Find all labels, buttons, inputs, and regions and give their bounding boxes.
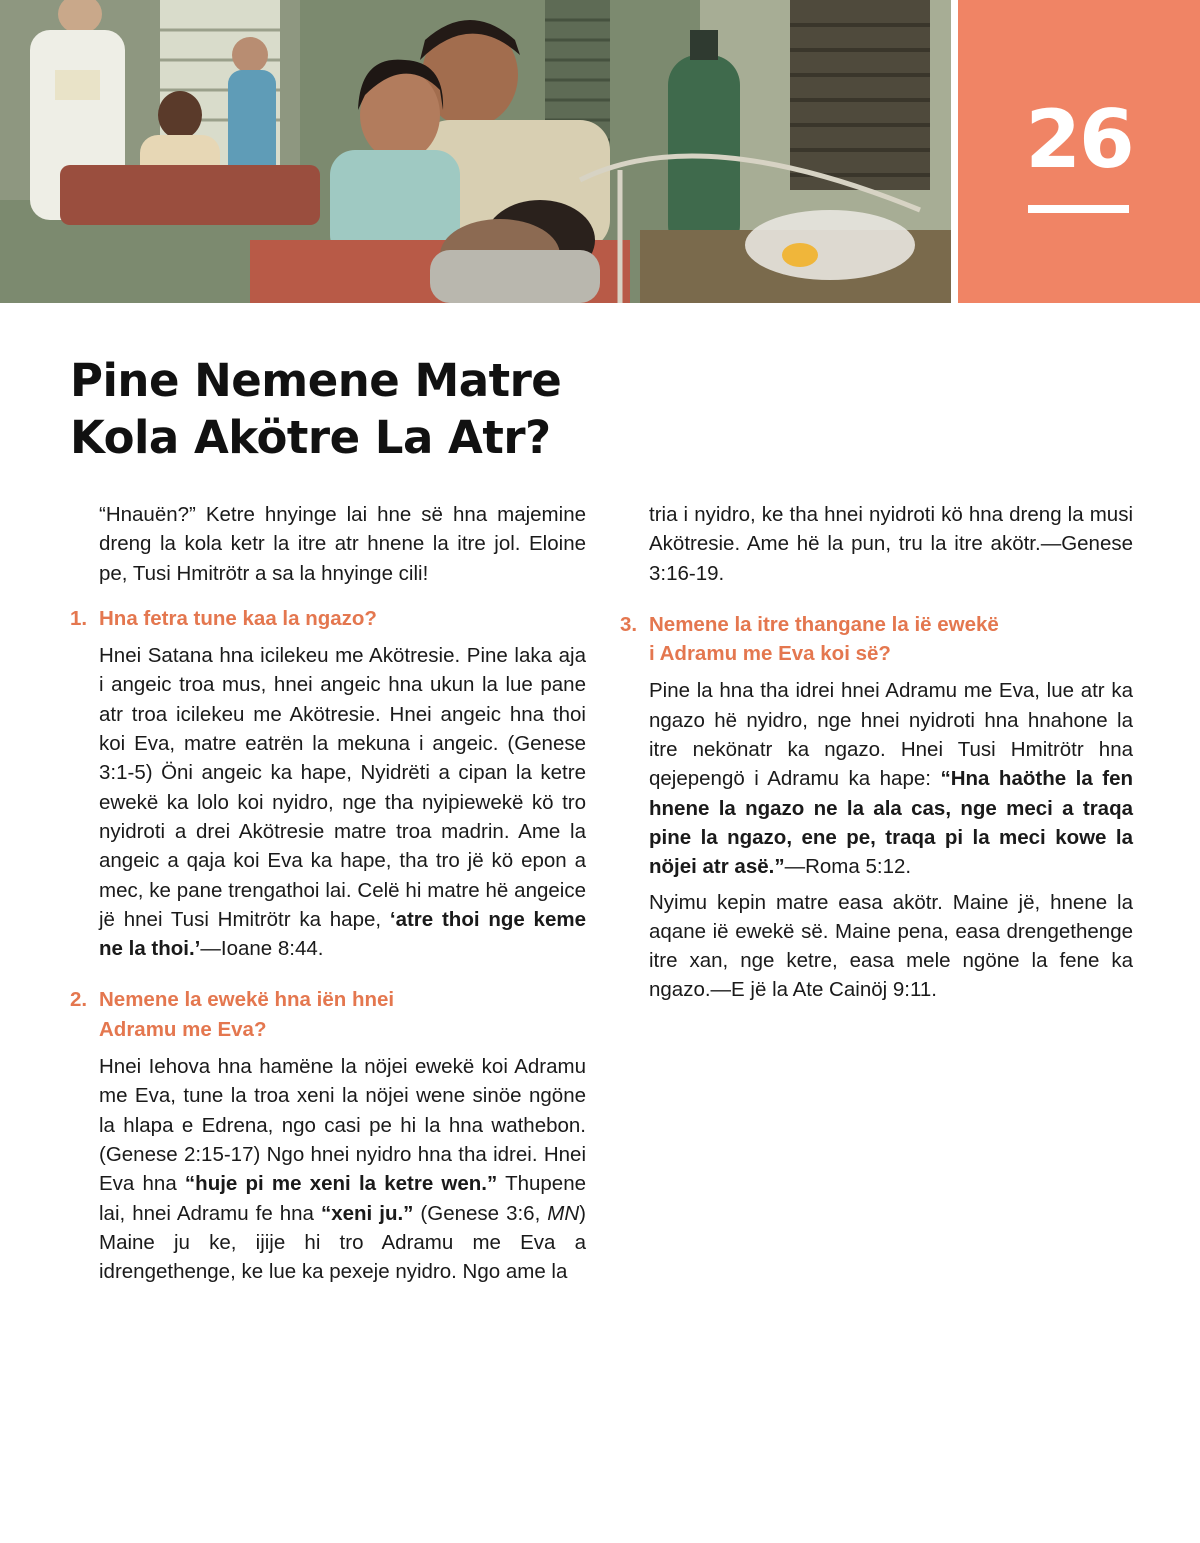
section3-number: 3. <box>620 612 638 636</box>
section2-bold-quote1: “huje pi me xeni la ketre wen.” <box>184 1172 498 1196</box>
header-photo <box>0 0 951 303</box>
section2-paragraph <box>70 1052 586 1286</box>
section1-bold-quote: ‘atre thoi nge keme ne la thoi.’ <box>99 907 586 961</box>
section3-heading <box>620 610 1133 669</box>
section3-bold-quote: “Hna haöthe la fen hnene la ngazo ne la ala cas, nge meci a traqa pine la ngazo, ene pe, traqa pi la meci kowe la nöjei atr asë.” <box>649 767 1133 879</box>
section2-heading-line2: Adramu me Eva? <box>99 1017 267 1041</box>
section3-text2: —Roma 5:12. <box>784 855 912 879</box>
page-title-line2: Kola Akötre La Atr? <box>70 411 551 464</box>
section2-italic-ref: MN <box>547 1201 580 1225</box>
section2-text2: Thupene lai, hnei Adramu fe hna <box>99 1172 586 1225</box>
section3-heading-line1: Nemene la itre thangane la ië ewekë <box>649 612 999 636</box>
section1-text1: Hnei Satana hna icilekeu me Akötresie. Pine laka aja i angeic troa mus, hnei angeic hna ukun la lue pane atr troa icilekeu me Akötresie. Hnei angeic hna thoi koi Eva, matre eatrën la mekuna i angeic. (Genese 3:1-5) Öni angeic ka hape, Nyidrëti a cipan la ketre ewekë ka lolo koi nyidro, nge tha nyipiewekë kö tro nyidroti a drei Akötresie matre troa madrin. Ame la angeic a qaja koi Eva ka hape, tha tro jë kö epon a mec, ke pane trengathoi lai. Celë hi matre hë angeice jë hnei Tusi Hmitrötr ka hape, <box>99 644 586 931</box>
section2-bold-quote2: “xeni ju.” <box>320 1201 414 1225</box>
page-title <box>70 352 670 466</box>
section2-paragraph-continued: tria i nyidro, ke tha hnei nyidroti kö hna dreng la musi Akötresie. Ame hë la pun, tru la itre akötr.—Genese 3:16-19. <box>649 503 1133 585</box>
section3-text1: Pine la hna tha idrei hnei Adramu me Eva, lue atr ka ngazo hë nyidro, nge hnei nyidroti hna hnahone la itre nekönatr ka ngazo. Hnei Tusi Hmitrötr hna qejepengö i Adramu ka hape: <box>649 679 1133 791</box>
section3-paragraph2: Nyimu kepin matre easa akötr. Maine jë, hnene la aqane ië ewekë së. Maine pena, easa drengethenge itre xan, nge ketre, easa mele ngöne la fene ka ngazo.—E jë la Ate Cainöj 9:11. <box>649 890 1133 1002</box>
section2-text1: Hnei Iehova hna hamëne la nöjei ewekë koi Adramu me Eva, tune la troa xeni la nöjei wene sinöe ngöne la hlapa e Edrena, ngo casi pe hi la hna wathebon. (Genese 2:15-17) Ngo hnei nyidro hna tha idrei. Hnei Eva hna <box>99 1055 586 1196</box>
section3-paragraph <box>620 676 1133 881</box>
section1-heading-text: Hna fetra tune kaa la ngazo? <box>99 606 377 630</box>
section1-heading <box>70 604 586 633</box>
section2-number: 2. <box>70 988 88 1012</box>
section3-heading-line2: i Adramu me Eva koi së? <box>649 642 891 666</box>
intro-paragraph: “Hnauën?” Ketre hnyinge lai hne së hna majemine dreng la kola ketr la itre atr hnene la itre jol. Eloine pe, Tusi Hmitrötr a sa la hnyinge cili! <box>99 503 586 585</box>
section2-heading-line1: Nemene la ewekë hna iën hnei <box>99 988 395 1012</box>
section2-heading <box>70 985 586 1044</box>
left-column <box>70 500 586 1292</box>
section1-text2: —Ioane 8:44. <box>200 937 324 961</box>
section2-text4: ) Maine ju ke, ijije hi tro Adramu me Eva a idrengethenge, ke lue ka pexeje nyidro. Ngo ame la <box>99 1201 586 1284</box>
page-title-line1: Pine Nemene Matre <box>70 354 562 407</box>
chapter-underline <box>1028 205 1129 213</box>
section1-number: 1. <box>70 606 88 630</box>
section1-paragraph <box>70 641 586 963</box>
right-column <box>620 500 1133 1011</box>
chapter-number-box <box>958 0 1200 303</box>
chapter-number: 26 <box>1025 93 1133 186</box>
section2-text3: (Genese 3:6, <box>413 1201 548 1225</box>
